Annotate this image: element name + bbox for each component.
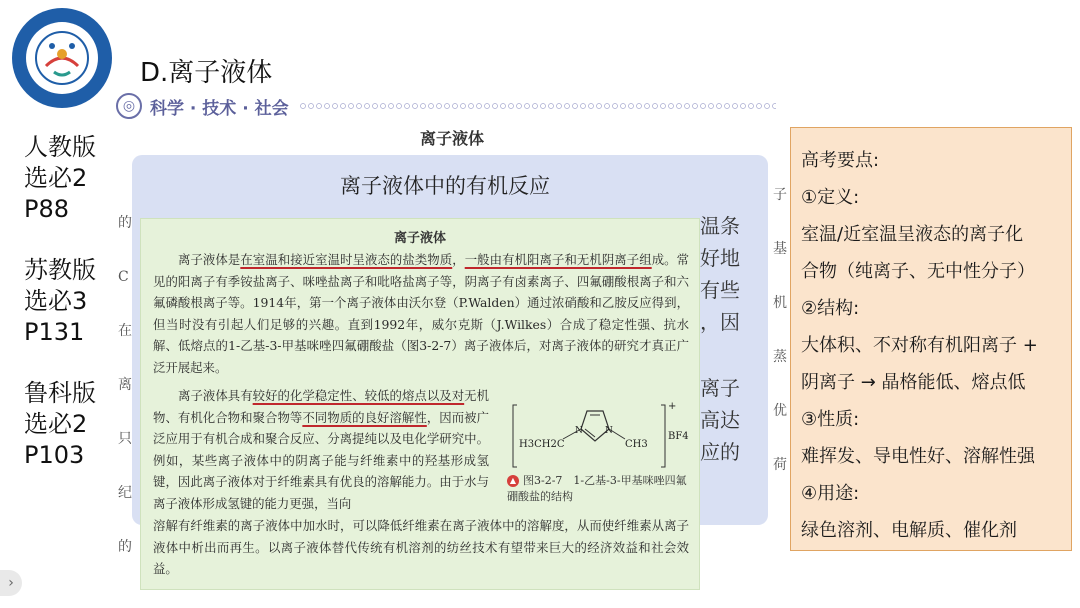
edition-page: P88 [24,195,70,223]
edition-volume: 选必3 [24,287,88,315]
edition-page: P103 [24,441,85,469]
key-point-line: 室温/近室温呈液态的离子化 [801,224,1024,245]
key-point-line: 合物（纯离子、无中性分子） [801,261,1035,282]
svg-text:N: N [575,426,583,436]
handwritten-text-upper: 温条 好地 有些 ，因 [700,214,740,334]
edition-page: P131 [24,318,85,346]
underlined-solubility: 不同物质的良好溶解性 [302,409,427,425]
underlined-composition: 一般由有机阳离子和无机阴离子组 [464,252,652,267]
excerpt-paragraph-1: 离子液体是在室温和接近室温时呈液态的盐类物质，一般由有机阳离子和无机阴离子组成。常见的阳离子有季铵盐离子、咪唑盐离子和吡咯盐离子等，阴离子有卤素离子、四氟硼酸根离子和六氟磷酸根离子等。1914年，第一个离子液体由沃尔登（P.Walden）通过浓硝酸和乙胺反应得到，但当时没有引起人们足够的兴趣。直到1992年，威尔克斯（J.Wilkes）合成了稳定性强、抗水解、低熔点的1-乙基-3-甲基咪唑四氟硼酸盐（图3-2-7）离子液体后，对离子液体的研究才真正广泛开展起来。 [153,252,690,375]
methyl-group-label: CH3 [625,439,648,450]
key-point-line: ②结构: [801,298,860,319]
sts-banner-label: 科学 · 技术 · 社会 [150,98,289,119]
ethyl-group-label: H3CH2C [519,439,565,450]
edition-publisher: 人教版 [24,133,96,161]
right-clipped-text: 子 基 机 蒸 优 荷 [773,187,787,473]
edition-publisher: 苏教版 [24,256,96,284]
excerpt-paragraph-3: 溶解有纤维素的离子液体中加水时，可以降低纤维素在离子液体中的溶解度，从而使纤维素从离子液体中析出而再生。以离子液体替代传统有机溶剂的纺丝技术有望带来巨大的经济效益和社会效益。 [153,518,689,577]
key-point-line: 难挥发、导电性好、溶解性强 [801,446,1035,467]
key-point-line: ③性质: [801,409,860,430]
card-title: 离子液体中的有机反应 [340,174,550,198]
figure-caption: ▲ 图3-2-7 1-乙基-3-甲基咪唑四氟硼酸盐的结构 [507,474,687,503]
excerpt-title: 离子液体 [393,231,446,246]
sts-banner [116,92,776,120]
anion-label: BF4 [668,431,689,442]
key-points-heading: 高考要点: [801,150,880,171]
figure-marker-icon: ▲ [507,475,519,487]
chevron-right-icon[interactable]: › [0,570,22,596]
handwritten-text-lower: 离子 高达 应的 [700,376,740,464]
key-point-line: 阴离子 → 晶格能低、熔点低 [801,372,1026,393]
slide-title: D.离子液体 [140,58,273,88]
underlined-properties: 较好的化学稳定性、较低的熔点以及对 [252,388,465,403]
exam-key-points [790,127,1072,551]
imidazolium-structure-diagram [511,397,691,473]
background-book-title: 离子液体 [420,129,485,148]
left-clipped-text: 的 C 在 离 只 纪 的 [118,215,132,555]
cation-charge-label: + [668,401,677,412]
science-sts-icon: ◎ [116,93,142,119]
ionic-liquid-textbook-excerpt [140,218,700,590]
key-point-line: ①定义: [801,187,860,208]
key-point-line: ④用途: [801,483,860,504]
school-emblem-icon [12,8,112,108]
underlined-definition: 在室温和接近室温时呈液态的盐类物质 [240,252,453,267]
svg-text:N: N [605,426,613,436]
edition-volume: 选必2 [24,164,88,192]
key-point-line: 绿色溶剂、电解质、催化剂 [801,520,1017,541]
banner-wave-divider [299,103,776,109]
edition-publisher: 鲁科版 [24,379,96,407]
key-point-line: 大体积、不对称有机阳离子 + [801,335,1038,356]
excerpt-paragraph-2: 离子液体具有较好的化学稳定性、较低的熔点以及对无机物、有机化合物和聚合物等不同物质的良好溶解性，因而被广泛应用于有机合成和聚合反应、分离提纯以及电化学研究中。例如，某些离子液体中的阴离子能与纤维素中的羟基形成氢键，因此离子液体对于纤维素具有优良的溶解能力。由于水与离子液体形成氢键的能力更强，当向 [153,388,490,511]
edition-volume: 选必2 [24,410,88,438]
